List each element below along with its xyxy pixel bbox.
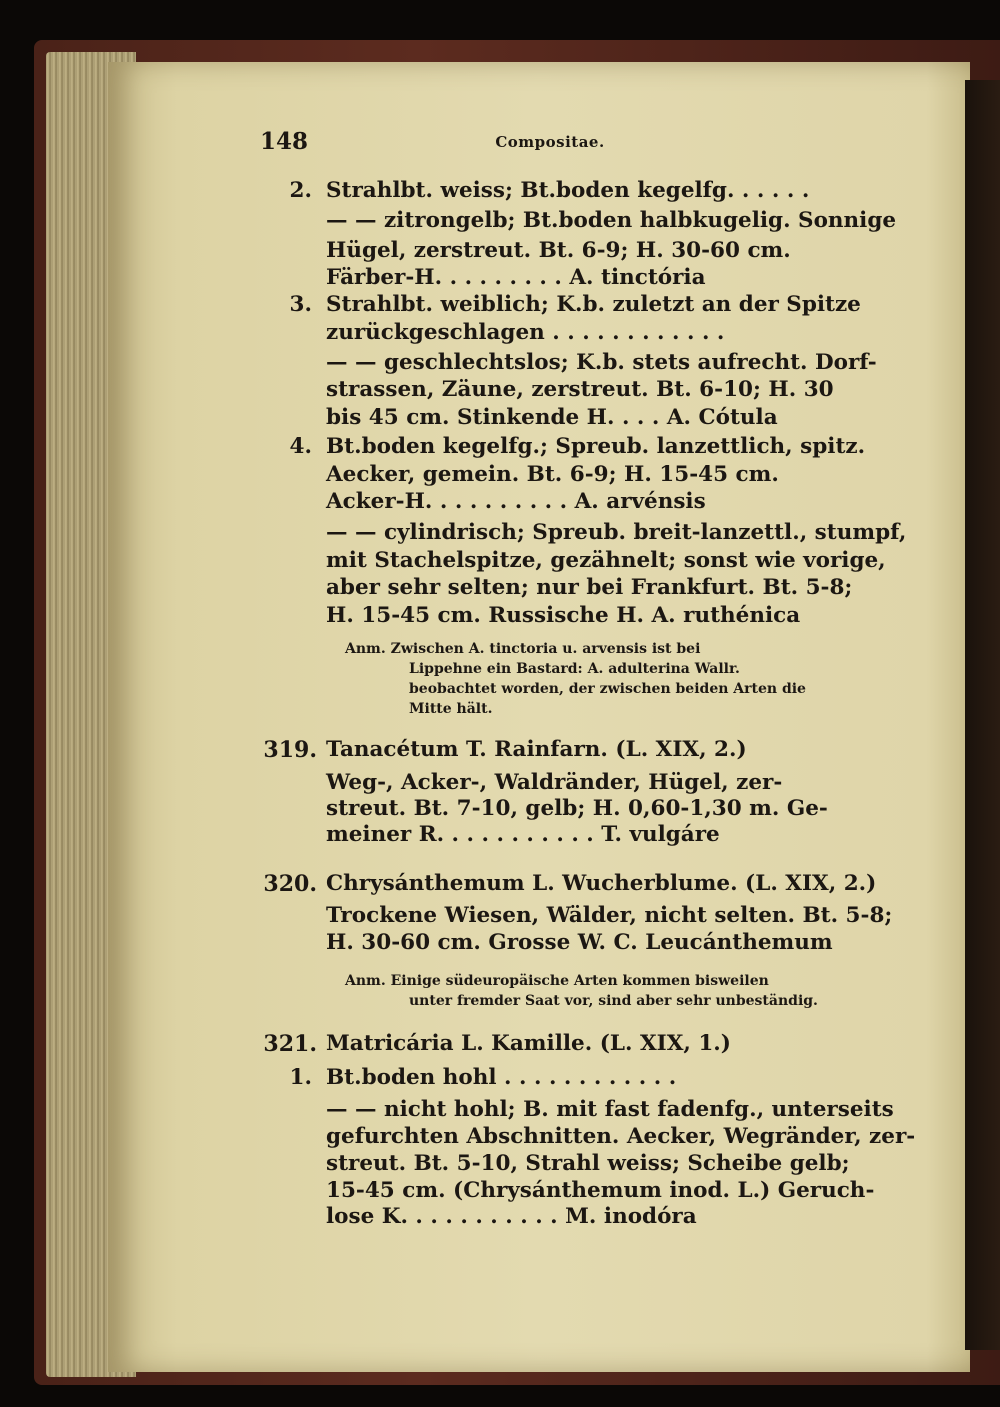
page-number: 148 — [260, 128, 309, 155]
running-title: Compositae. — [495, 133, 605, 151]
facing-page-edge — [965, 80, 1000, 1350]
page-header — [0, 128, 1000, 164]
